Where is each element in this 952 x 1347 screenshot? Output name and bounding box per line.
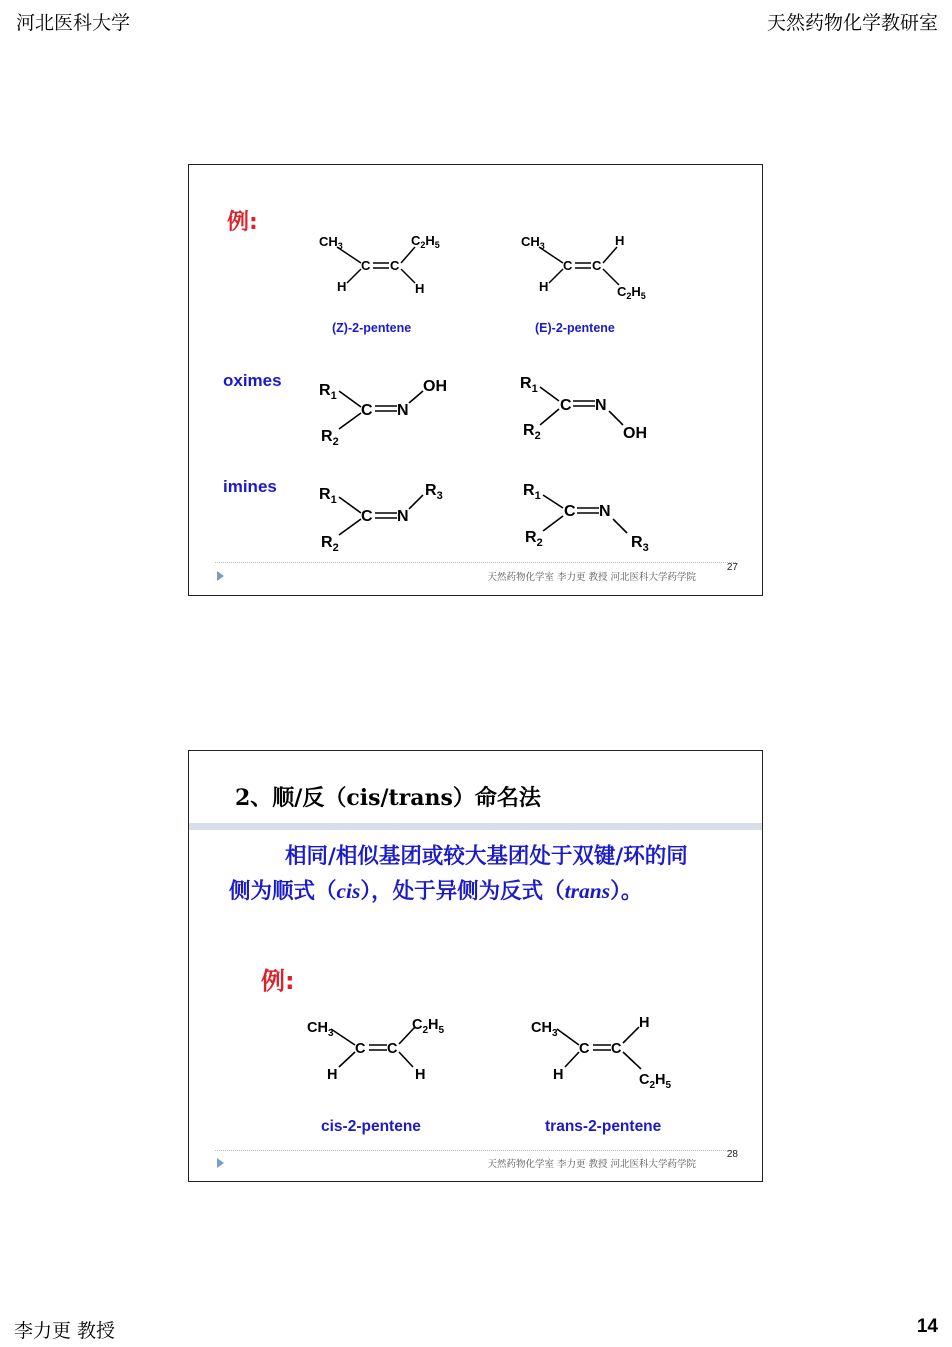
nitrogen-label: N — [595, 397, 607, 414]
hydrogen-label: H — [415, 1067, 426, 1083]
carbon-label: C — [579, 1041, 590, 1057]
r2-label: $R_2$ — [321, 534, 339, 554]
example-label: 例: — [227, 210, 258, 235]
nitrogen-label: N — [599, 503, 611, 520]
ch3-label-e: $CH_3$ — [521, 234, 545, 251]
trans-2-pentene-structure — [557, 1027, 641, 1069]
oxime-structure-1 — [339, 391, 423, 429]
carbon-label: C — [592, 258, 602, 273]
cis-2-pentene-structure — [331, 1027, 415, 1067]
carbon-label: C — [560, 397, 572, 414]
r3-label: $R_3$ — [631, 534, 649, 554]
r1-label: $R_1$ — [319, 382, 337, 402]
r2-label: $R_2$ — [321, 428, 339, 448]
carbon-label: C — [355, 1041, 366, 1057]
hydrogen-label: H — [337, 279, 347, 294]
trans-pentene-name: trans-2-pentene — [545, 1118, 662, 1135]
definition-line-2: 侧为顺式（cis），处于异侧为反式（trans）。 — [229, 879, 643, 904]
carbon-label: C — [387, 1041, 398, 1057]
r1-label: $R_1$ — [523, 482, 541, 502]
oximes-label: oximes — [223, 371, 282, 390]
carbon-label: C — [361, 508, 373, 525]
slide2-structures — [189, 751, 764, 1183]
c2h5-label-z: $C_2H_5$ — [411, 233, 440, 250]
cis-pentene-name: cis-2-pentene — [321, 1118, 421, 1135]
slide1-structures — [189, 165, 764, 597]
slide-number: 28 — [726, 1149, 738, 1160]
slide-number: 27 — [726, 562, 738, 573]
carbon-label: C — [563, 258, 573, 273]
r2-label: $R_2$ — [525, 529, 543, 549]
z-pentene-name: (Z)-2-pentene — [332, 321, 412, 335]
slide-footer-divider — [215, 1150, 736, 1151]
carbon-label: C — [361, 402, 373, 419]
carbon-label: C — [564, 503, 576, 520]
hydrogen-label: H — [327, 1067, 338, 1083]
hydrogen-label: H — [415, 281, 425, 296]
ch3-label-z: $CH_3$ — [319, 234, 343, 251]
hydrogen-label: H — [639, 1015, 650, 1031]
imines-label: imines — [223, 477, 277, 496]
r3-label: $R_3$ — [425, 482, 443, 502]
hydroxyl-label: OH — [423, 378, 447, 395]
c2h5-label-e: $C_2H_5$ — [617, 284, 646, 301]
hydrogen-label: H — [553, 1067, 564, 1083]
r1-label: $R_1$ — [319, 486, 337, 506]
slide-footer-divider — [215, 562, 736, 563]
slide-title: 2、顺/反（cis/trans）命名法 — [235, 785, 541, 811]
oxime-structure-2 — [540, 387, 623, 425]
r2-label: $R_2$ — [523, 422, 541, 442]
slide-nav-arrow-icon — [217, 571, 224, 581]
hydroxyl-label: OH — [623, 425, 647, 442]
ch3-label-trans: $CH_3$ — [531, 1020, 558, 1039]
e-pentene-name: (E)-2-pentene — [535, 321, 615, 335]
hydrogen-label: H — [615, 233, 625, 248]
imine-structure-1 — [339, 495, 423, 535]
z-2-pentene-structure — [337, 247, 415, 283]
carbon-label: C — [611, 1041, 622, 1057]
page-number: 14 — [916, 1316, 938, 1337]
header-department: 天然药物化学教研室 — [766, 12, 938, 34]
nitrogen-label: N — [397, 508, 409, 525]
example-label: 例: — [261, 967, 295, 995]
slide-footer-credit: 天然药物化学室 李力更 教授 河北医科大学药学院 — [487, 572, 696, 583]
c2h5-label-cis: $C_2H_5$ — [412, 1017, 445, 1036]
carbon-label: C — [390, 258, 400, 273]
definition-line-1: 相同/相似基团或较大基团处于双键/环的同 — [285, 844, 688, 869]
c2h5-label-trans: $C_2H_5$ — [639, 1072, 672, 1091]
e-2-pentene-structure — [539, 247, 619, 285]
hydrogen-label: H — [539, 279, 549, 294]
carbon-label: C — [361, 258, 371, 273]
nitrogen-label: N — [397, 402, 409, 419]
slide-28 — [188, 750, 763, 1182]
ch3-label-cis: $CH_3$ — [307, 1020, 334, 1039]
footer-author: 李力更 教授 — [14, 1320, 116, 1342]
slide-27 — [188, 164, 763, 596]
header-school: 河北医科大学 — [16, 12, 131, 34]
slide-footer-credit: 天然药物化学室 李力更 教授 河北医科大学药学院 — [487, 1159, 696, 1170]
r1-label: $R_1$ — [520, 375, 538, 395]
slide-nav-arrow-icon — [217, 1158, 224, 1168]
imine-structure-2 — [543, 495, 627, 533]
